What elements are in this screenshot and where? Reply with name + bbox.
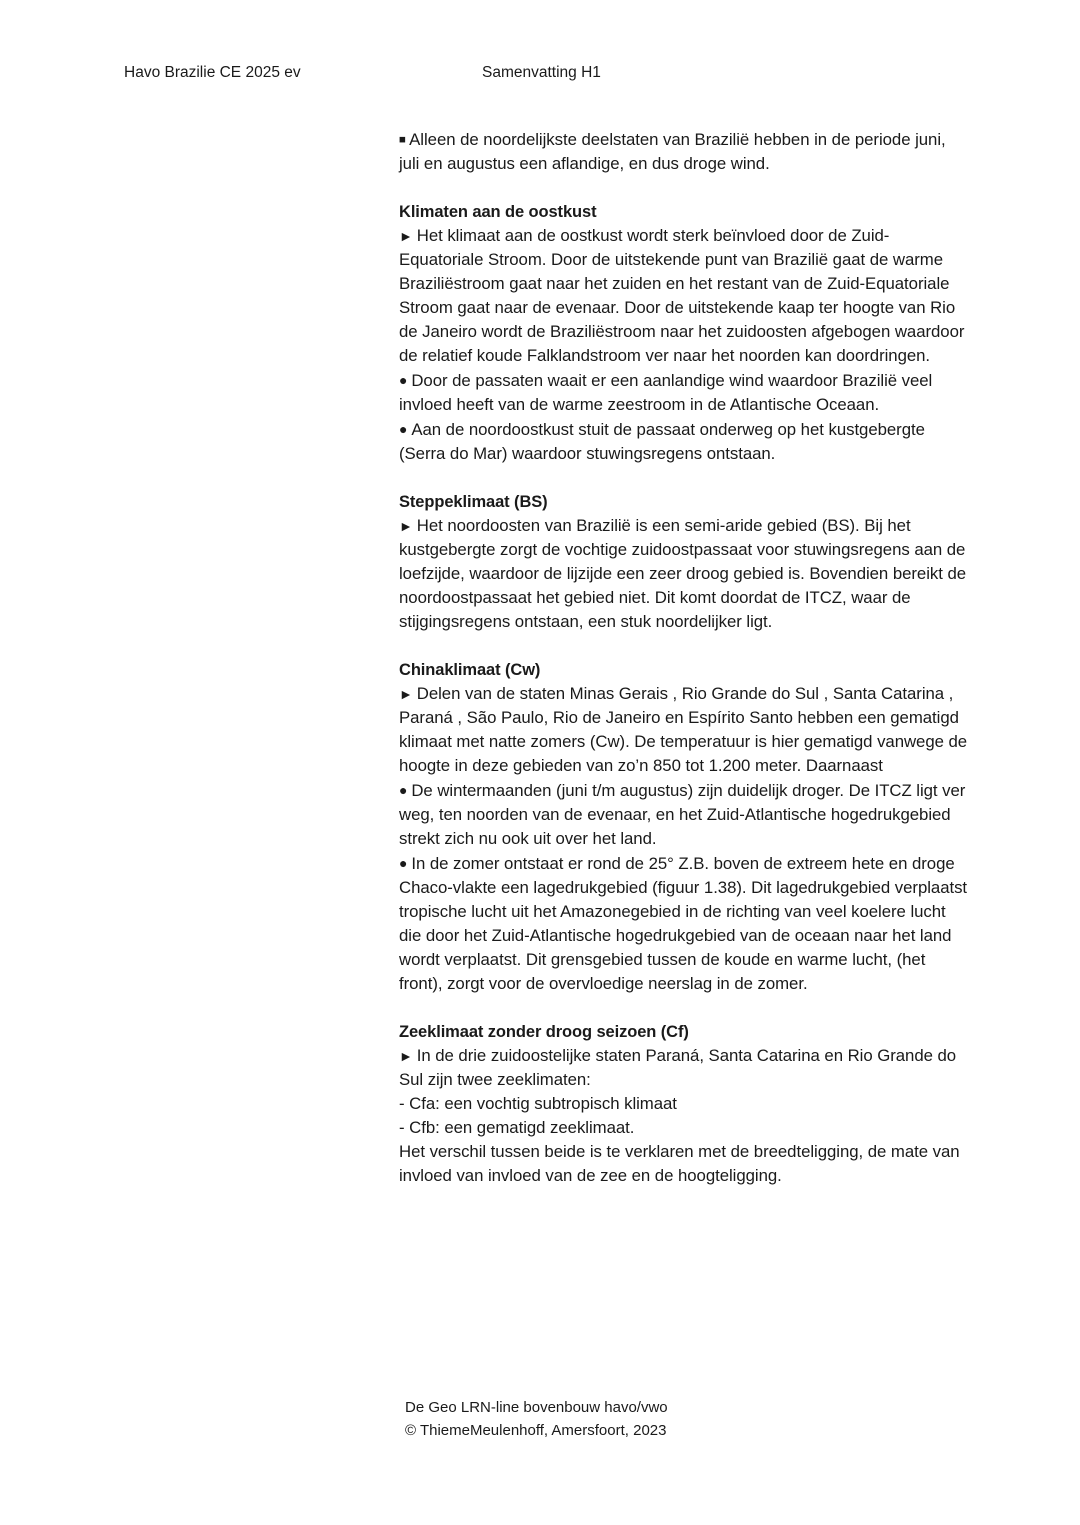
section-paragraph	[399, 1116, 969, 1140]
text-section	[399, 658, 969, 996]
section-paragraph	[399, 682, 969, 778]
round-bullet-icon: ●	[399, 855, 412, 871]
text-section	[399, 200, 969, 466]
triangle-marker-icon: ►	[399, 518, 417, 534]
square-bullet-icon: ■	[399, 134, 410, 146]
paragraph-text: Alleen de noordelijkste deelstaten van Brazilië hebben in de periode juni, juli en augustus een aflandige, en dus droge wind.	[399, 130, 946, 173]
text-section	[399, 1020, 969, 1188]
section-paragraph	[399, 514, 969, 634]
paragraph-text: Het noordoosten van Brazilië is een semi-aride gebied (BS). Bij het kustgebergte zorgt de vochtige zuidoostpassaat voor stuwingsregens aan de loefzijde, waardoor de lijzijde een zeer droog gebied is. Bovendien bereikt de noordoostpassaat het gebied niet. Dit komt doordat de ITCZ, waar de stijgingsregens ontstaan, een stuk noordelijker ligt.	[399, 516, 967, 631]
triangle-marker-icon: ►	[399, 686, 417, 702]
document-body	[399, 128, 969, 1188]
section-paragraph	[399, 1092, 969, 1116]
paragraph-text: In de drie zuidoostelijke staten Paraná, Santa Catarina en Rio Grande do Sul zijn twee zeeklimaten:	[399, 1046, 957, 1089]
section-paragraph	[399, 368, 969, 417]
paragraph-text: Aan de noordoostkust stuit de passaat onderweg op het kustgebergte (Serra do Mar) waardoor stuwingsregens ontstaan.	[399, 420, 925, 463]
section-heading: Klimaten aan de oostkust	[399, 203, 597, 221]
section-paragraph	[399, 1044, 969, 1092]
paragraph-text: - Cfb: een gematigd zeeklimaat.	[399, 1118, 635, 1137]
running-header	[124, 62, 964, 84]
paragraph-text: - Cfa: een vochtig subtropisch klimaat	[399, 1094, 677, 1113]
sections-container	[399, 200, 969, 1188]
header-left-title: Havo Brazilie CE 2025 ev	[124, 64, 301, 81]
paragraph-text: Delen van de staten Minas Gerais , Rio Grande do Sul , Santa Catarina , Paraná , São Paulo, Rio de Janeiro en Espírito Santo hebben een gematigd klimaat met natte zomers (Cw). De temperatuur is hier gematigd vanwege de hoogte in deze gebieden van zo’n 850 tot 1.200 meter. Daarnaast	[399, 684, 968, 775]
section-paragraph	[399, 778, 969, 851]
section-heading: Steppeklimaat (BS)	[399, 493, 548, 511]
section-paragraph	[399, 417, 969, 466]
round-bullet-icon: ●	[399, 372, 412, 388]
intro-bullet-paragraph	[399, 128, 969, 176]
paragraph-text: Het verschil tussen beide is te verklaren met de breedteligging, de mate van invloed van invloed van de zee en de hoogteligging.	[399, 1142, 960, 1185]
section-heading: Chinaklimaat (Cw)	[399, 661, 541, 679]
section-paragraph	[399, 1140, 969, 1188]
paragraph-text: Het klimaat aan de oostkust wordt sterk beïnvloed door de Zuid-Equatoriale Stroom. Door de uitstekende punt van Brazilië gaat de warme Braziliëstroom gaat naar het zuiden en het restant van de Zuid-Equatoriale Stroom gaat naar de evenaar. Door de uitstekende kaap ter hoogte van Rio de Janeiro wordt de Braziliëstroom naar het zuidoosten afgebogen waardoor de relatief koude Falklandstroom ver naar het noorden kan doordringen.	[399, 226, 965, 365]
footer-line-copyright: © ThiemeMeulenhoff, Amersfoort, 2023	[405, 1422, 667, 1439]
section-paragraph	[399, 224, 969, 368]
header-right-title: Samenvatting H1	[482, 64, 601, 81]
text-section	[399, 490, 969, 634]
paragraph-text: De wintermaanden (juni t/m augustus) zijn duidelijk droger. De ITCZ ligt ver weg, ten noorden van de evenaar, en het Zuid-Atlantische hogedrukgebied strekt zich nu ook uit over het land.	[399, 781, 966, 848]
round-bullet-icon: ●	[399, 421, 412, 437]
intro-block	[399, 128, 969, 176]
paragraph-text: Door de passaten waait er een aanlandige wind waardoor Brazilië veel invloed heeft van de warme zeestroom in de Atlantische Oceaan.	[399, 371, 933, 414]
triangle-marker-icon: ►	[399, 1048, 417, 1064]
paragraph-text: In de zomer ontstaat er rond de 25° Z.B. boven de extreem hete en droge Chaco-vlakte een lagedrukgebied (figuur 1.38). Dit lagedrukgebied verplaatst tropische lucht uit het Amazonegebied in de richting van veel koelere lucht die door het Zuid-Atlantische hogedrukgebied van de oceaan naar het land wordt verplaatst. Dit grensgebied tussen de koude en warme lucht, (het front), zorgt voor de overvloedige neerslag in de zomer.	[399, 854, 968, 993]
section-heading: Zeeklimaat zonder droog seizoen (Cf)	[399, 1023, 689, 1041]
running-footer	[405, 1396, 925, 1442]
footer-line-source: De Geo LRN-line bovenbouw havo/vwo	[405, 1399, 668, 1416]
section-paragraph	[399, 851, 969, 996]
triangle-marker-icon: ►	[399, 228, 417, 244]
round-bullet-icon: ●	[399, 782, 412, 798]
